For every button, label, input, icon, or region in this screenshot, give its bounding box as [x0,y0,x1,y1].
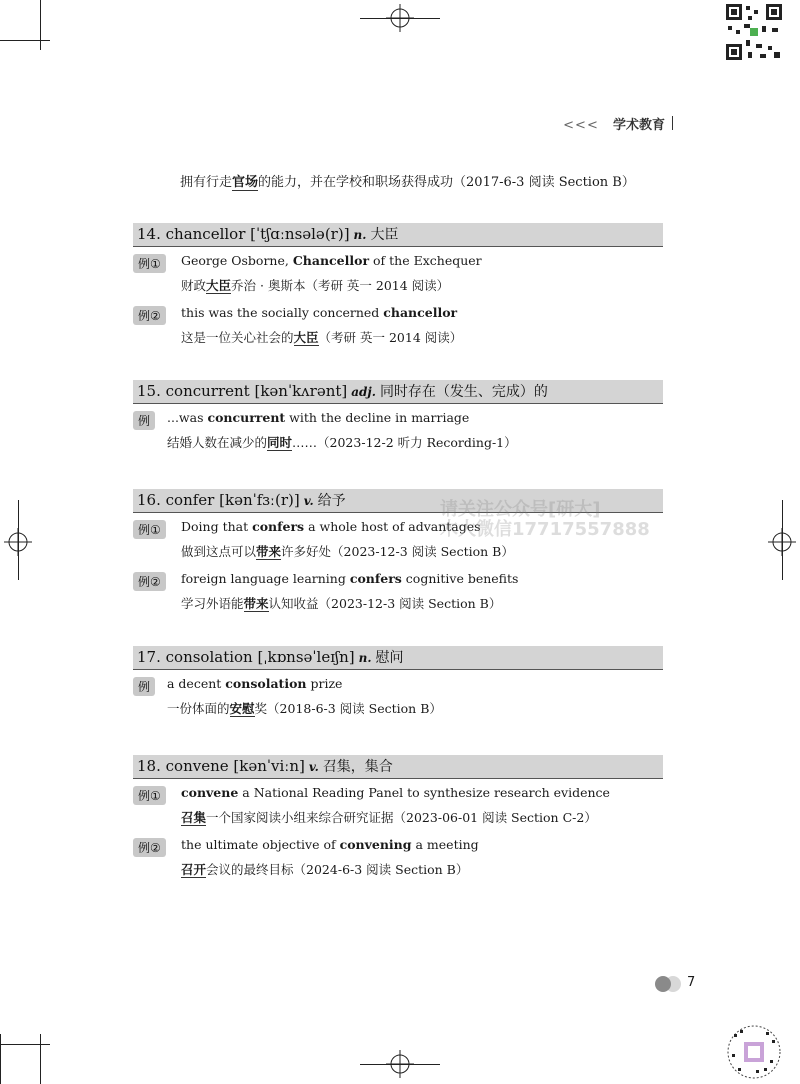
example [133,571,663,617]
example-english: foreign language learning confers cognitive benefits [181,571,519,586]
crop-mark [0,1044,50,1045]
meaning: 大臣 [370,227,399,243]
header-title: 学术教育 [612,118,665,133]
entry-heading: 16. confer [kənˈfɜː(r)] v. 给予 [133,489,663,512]
meaning: 慰问 [375,650,404,666]
vocab-entry [133,223,663,351]
example-english: Doing that confers a whole host of advantages [181,519,481,534]
example-tag: 例② [133,572,166,591]
qr-code-icon [726,4,782,60]
example-tag: 例① [133,520,166,539]
example-english: convene a National Reading Panel to synthesize research evidence [181,785,610,800]
entry-heading: 17. consolation [ˌkɒnsəˈleɪʃn] n. 慰问 [133,646,663,669]
entry-heading: 15. concurrent [kənˈkʌrənt] adj. 同时存在（发生、完成）的 [133,380,663,403]
crop-mark [40,0,41,50]
crop-mark [360,1064,440,1065]
meaning: 同时存在（发生、完成）的 [379,384,548,400]
example-chinese: 一份体面的安慰奖（2018-6-3 阅读 Section B） [167,701,442,716]
meaning: 召集，集合 [322,759,393,775]
example-english: a decent consolation prize [167,676,343,691]
headword: consolation [165,648,253,666]
example-tag: 例 [133,677,155,696]
crop-mark [0,1034,1,1084]
divider [133,246,663,247]
headword: convene [165,757,229,775]
example-tag: 例① [133,786,166,805]
example-tag: 例 [133,411,155,430]
entry-heading: 14. chancellor [ˈtʃɑːnsələ(r)] n. 大臣 [133,223,663,246]
example-chinese: 召集一个国家阅读小组来综合研究证据（2023-06-01 阅读 Section C-2） [181,810,597,825]
part-of-speech: n. [358,651,372,665]
part-of-speech: adj. [351,385,376,399]
example-chinese: 召开会议的最终目标（2024-6-3 阅读 Section B） [181,862,469,877]
page-number [655,975,695,993]
vocab-entry [133,380,663,456]
crop-mark [40,1034,41,1084]
example-chinese: 做到这点可以带来许多好处（2023-12-3 阅读 Section B） [181,544,514,559]
headword: confer [165,491,215,509]
qr-code-icon [726,1024,782,1080]
example-english: George Osborne, Chancellor of the Exchequer [181,253,482,268]
example-chinese: 这是一位关心社会的大臣（考研 英一 2014 阅读） [181,330,463,345]
crop-mark [782,500,783,580]
example-tag: 例② [133,306,166,325]
example [133,410,663,456]
entry-heading: 18. convene [kənˈviːn] v. 召集，集合 [133,755,663,778]
example [133,837,663,883]
crop-mark [18,500,19,580]
example-english: the ultimate objective of convening a meeting [181,837,479,852]
part-of-speech: n. [353,228,367,242]
headword: chancellor [165,225,246,243]
part-of-speech: v. [303,494,314,508]
vocab-entry [133,755,663,883]
phonetic: [kənˈviːn] [233,757,305,775]
example [133,785,663,831]
divider [133,778,663,779]
page-number-text: 7 [687,975,696,990]
example-english: this was the socially concerned chancellor [181,305,458,320]
page-dot-icon [655,976,671,992]
header-divider [672,116,673,130]
meaning: 给予 [317,493,346,509]
headword: concurrent [165,382,250,400]
example-chinese: 学习外语能带来认知收益（2023-12-3 阅读 Section B） [181,596,502,611]
phonetic: [kənˈfɜː(r)] [219,491,300,509]
watermark: 请关注公众号[研大] 木大微信17717557888 [440,499,650,540]
running-header [563,114,665,133]
divider [133,403,663,404]
phonetic: [ˈtʃɑːnsələ(r)] [250,225,350,243]
header-arrows: <<< [563,118,599,133]
example-chinese: 财政大臣乔治 · 奥斯本（考研 英一 2014 阅读） [181,278,450,293]
example-chinese: 结婚人数在减少的同时……（2023-12-2 听力 Recording-1） [167,435,517,450]
divider [133,669,663,670]
part-of-speech: v. [308,760,319,774]
example-english: ...was concurrent with the decline in marriage [167,410,470,425]
vocab-entry [133,646,663,722]
highlight-term: 官场 [232,175,259,190]
phonetic: [kənˈkʌrənt] [254,382,348,400]
crop-mark [360,18,440,19]
crop-mark [0,40,50,41]
phonetic: [ˌkɒnsəˈleɪʃn] [257,648,355,666]
example-tag: 例② [133,838,166,857]
example [133,305,663,351]
continued-translation: 拥有行走官场的能力，并在学校和职场获得成功（2017-6-3 阅读 Section B） [180,175,635,190]
example [133,253,663,299]
example-tag: 例① [133,254,166,273]
example [133,676,663,722]
